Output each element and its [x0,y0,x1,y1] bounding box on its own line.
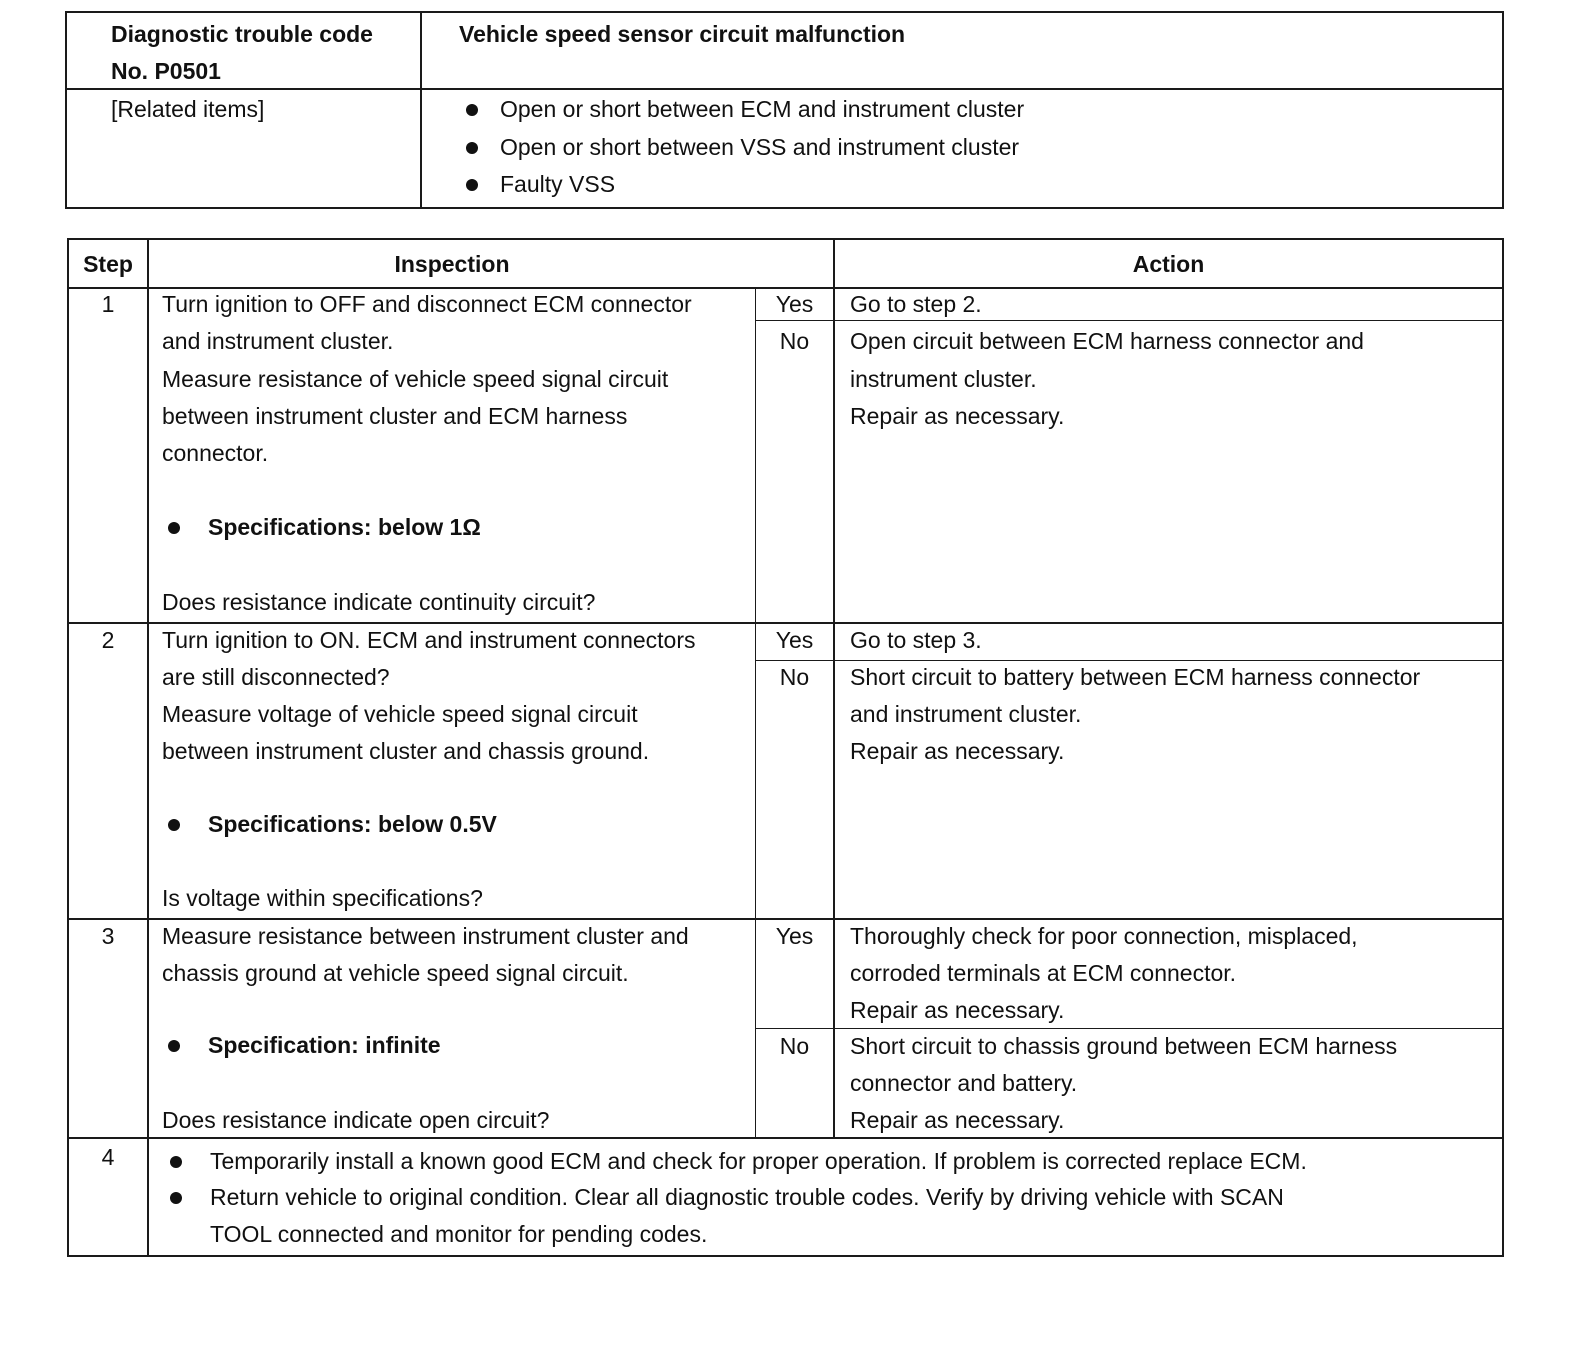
inspection-text: and instrument cluster. [162,328,394,354]
no-label: No [779,328,810,354]
inspection-question: Does resistance indicate continuity circuit? [162,589,596,615]
no-action: instrument cluster. [850,366,1037,392]
no-action: Repair as necessary. [850,738,1065,764]
no-action: Repair as necessary. [850,1107,1065,1133]
yes-label: Yes [775,291,814,317]
bullet-icon [466,179,478,191]
inspection-text: between instrument cluster and ECM harness [162,403,628,429]
no-label: No [779,1033,810,1059]
yes-action: Thoroughly check for poor connection, misplaced, [850,923,1358,949]
inspection-text: are still disconnected? [162,664,390,690]
step-number: 2 [101,627,115,653]
inspection-text: chassis ground at vehicle speed signal circuit. [162,960,629,986]
bullet-icon [170,1192,182,1204]
dtc-number: No. P0501 [111,58,221,84]
yes-action: Go to step 3. [850,627,982,653]
inspection-question: Does resistance indicate open circuit? [162,1107,550,1133]
related-item: Open or short between ECM and instrument cluster [500,96,1025,122]
step-4-instruction: Return vehicle to original condition. Clear all diagnostic trouble codes. Verify by driving vehicle with SCAN [210,1184,1284,1210]
specification: Specifications: below 0.5V [208,811,497,837]
no-action: Short circuit to battery between ECM harness connector [850,664,1421,690]
step-number: 4 [101,1144,115,1170]
column-header-step: Step [83,251,133,277]
inspection-text: Measure voltage of vehicle speed signal circuit [162,701,638,727]
step-4-instruction: TOOL connected and monitor for pending codes. [210,1221,708,1247]
bullet-icon [466,104,478,116]
related-items-label: [Related items] [111,96,265,122]
bullet-icon [168,1040,180,1052]
related-item: Open or short between VSS and instrument cluster [500,134,1020,160]
step-4-instruction: Temporarily install a known good ECM and check for proper operation. If problem is corrected replace ECM. [210,1148,1307,1174]
bullet-icon [168,819,180,831]
column-header-inspection: Inspection [394,251,510,277]
inspection-text: Turn ignition to ON. ECM and instrument connectors [162,627,696,653]
yes-label: Yes [775,923,814,949]
specification: Specification: infinite [208,1032,441,1058]
bullet-icon [168,522,180,534]
inspection-text: Turn ignition to OFF and disconnect ECM connector [162,291,692,317]
related-item: Faulty VSS [500,171,616,197]
dtc-title: Vehicle speed sensor circuit malfunction [459,21,906,47]
inspection-text: between instrument cluster and chassis ground. [162,738,650,764]
no-label: No [779,664,810,690]
inspection-text: Measure resistance between instrument cluster and [162,923,689,949]
no-action: connector and battery. [850,1070,1078,1096]
step-number: 1 [101,291,115,317]
yes-action: corroded terminals at ECM connector. [850,960,1237,986]
dtc-label: Diagnostic trouble code [111,21,373,47]
column-header-action: Action [1132,251,1205,277]
inspection-question: Is voltage within specifications? [162,885,483,911]
specification: Specifications: below 1Ω [208,514,481,540]
yes-label: Yes [775,627,814,653]
no-action: Repair as necessary. [850,403,1065,429]
step-number: 3 [101,923,115,949]
bullet-icon [466,142,478,154]
inspection-text: Measure resistance of vehicle speed signal circuit [162,366,669,392]
inspection-text: connector. [162,440,269,466]
yes-action: Go to step 2. [850,291,982,317]
no-action: Open circuit between ECM harness connector and [850,328,1364,354]
bullet-icon [170,1156,182,1168]
no-action: Short circuit to chassis ground between ECM harness [850,1033,1398,1059]
no-action: and instrument cluster. [850,701,1082,727]
yes-action: Repair as necessary. [850,997,1065,1023]
